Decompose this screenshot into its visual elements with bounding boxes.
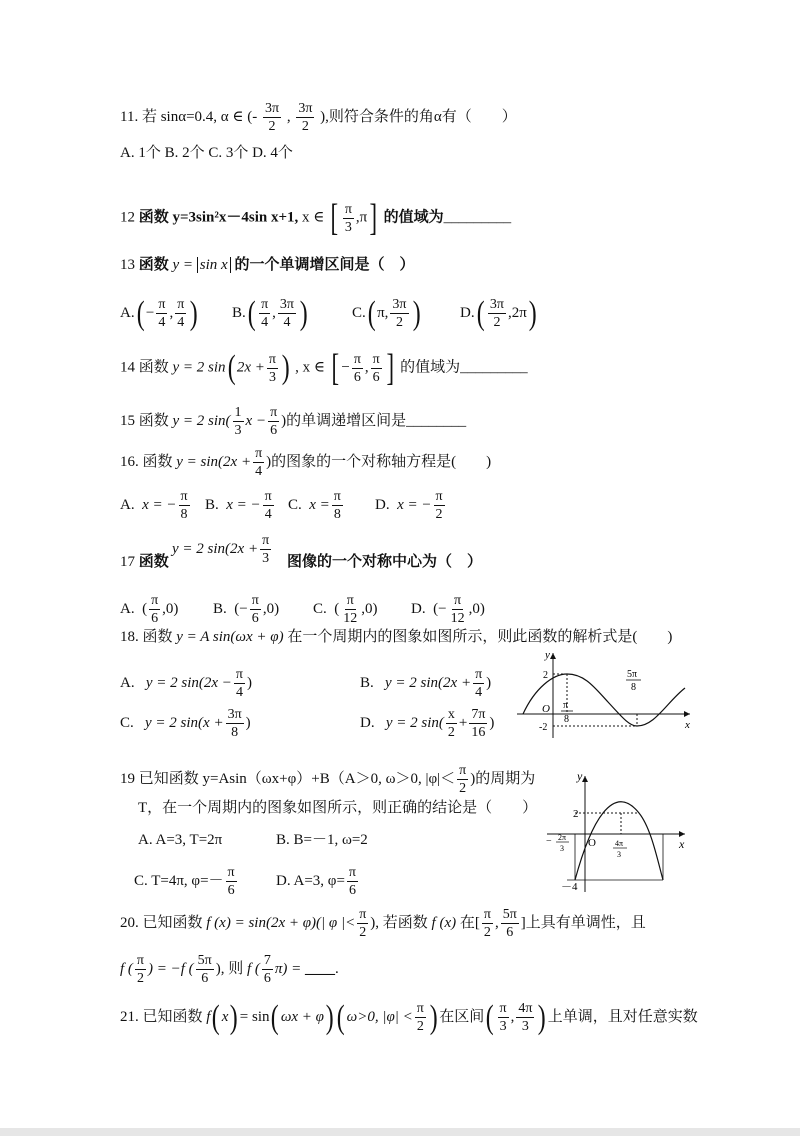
question-19: 19 已知函数 y=Asin（ωx+φ）+B（A＞0, ω＞0, |φ|＜ $\frac{\pi}{2}$ )的周期为 — [120, 763, 536, 796]
origin-label: O — [588, 837, 596, 849]
p58-den: 8 — [631, 682, 636, 693]
x-label: x — [679, 837, 685, 851]
question-21: 21. 已知函数 f( x) = sin( ωx + φ)( ω>0, |φ| < $\frac{\pi}{2}$ ) 在区间( $\frac{\pi}{3}$ , $\frac{4\pi}{3}$ ) 上单调，且对任意实数 — [120, 998, 698, 1036]
question-15: 15 函数 y = 2 sin( $\frac{1}{3}$ x − $\frac{\pi}{6}$ )的单调递增区间是________ — [120, 405, 467, 438]
p4-den: 3 — [617, 850, 621, 859]
option-b: B. (− $\frac{\pi}{6}$ ,0) — [213, 593, 280, 626]
question-13: 13 函数 y = sin x 的一个单调增区间是（ ） — [120, 257, 415, 273]
pi8-num: π — [563, 700, 569, 711]
fraction: $\frac{3\pi}{2}$ — [298, 101, 313, 134]
y-axis-arrow — [550, 653, 556, 659]
option-c: C. ( $\frac{\pi}{12}$ ,0) — [313, 593, 378, 626]
p4-num: 4π — [615, 839, 624, 848]
option-a: A. ( $\frac{\pi}{6}$ ,0) — [120, 593, 179, 626]
min-label: -2 — [539, 722, 548, 733]
option-a: A. A=3, T=2π — [138, 832, 223, 848]
option-d: D. x = − $\frac{\pi}{2}$ — [375, 489, 443, 522]
page-bottom-border — [0, 1128, 800, 1136]
origin-label: O — [542, 703, 550, 715]
neg-sign: − — [546, 836, 552, 847]
option-d: D. (− $\frac{\pi}{12}$ ,0) — [411, 593, 485, 626]
abs-value: sin x — [197, 257, 231, 273]
y-label: y — [545, 650, 550, 661]
option-c: C. y = 2 sin(x + $\frac{3\pi}{8}$ ) — [120, 707, 251, 740]
option-b: B. B=－1, ω=2 — [276, 832, 368, 848]
option-d: D. y = 2 sin( $\frac{x}{2}$ + $\frac{7\pi}{16}$ ) — [360, 707, 495, 740]
option-b: B. y = 2 sin(2x + $\frac{\pi}{4}$ ) — [360, 667, 492, 700]
option-c: C.( π, $\frac{3\pi}{2}$ ) — [352, 294, 421, 332]
q19-graph — [545, 768, 695, 896]
question-20-line2: f ( $\frac{\pi}{2}$ ) = −f ( $\frac{5\pi}{6}$ ), 则 f ( $\frac{7}{6}$ π) = ____. — [120, 953, 339, 986]
pi8-den: 8 — [564, 714, 569, 725]
answer-blank: ________ — [406, 412, 467, 429]
fraction: $\frac{\pi}{3}$ — [344, 201, 352, 235]
option-b: B. x = − $\frac{\pi}{4}$ — [205, 489, 272, 522]
question-17: 17 函数 图像的一个对称中心为（ ） — [120, 554, 483, 570]
question-12: 12 函数 y=3sin²x－4sin x+1, x ∈ [ $\frac{\pi}{3}$ ,π] 的值域为_________ — [120, 197, 512, 239]
fraction: $\frac{3\pi}{2}$ — [264, 101, 280, 134]
question-11-options: A. 1个 B. 2个 C. 3个 D. 4个 — [120, 145, 293, 161]
question-11: 11. 若 sinα=0.4, α ∈ (- $\frac{3\pi}{2}$ , $\frac{3\pi}{2}$ ),则符合条件的角α有（ ） — [120, 101, 517, 134]
option-a: A. y = 2 sin(2x − $\frac{\pi}{4}$ ) — [120, 667, 252, 700]
answer-blank: _________ — [460, 359, 528, 376]
question-14: 14 函数 y = 2 sin( 2x + $\frac{\pi}{3}$ ) , x ∈ [ − $\frac{\pi}{6}$ , $\frac{\pi}{6}$ ] 的值域为_________ — [120, 347, 528, 389]
max-label: 2 — [573, 808, 579, 820]
p58-num: 5π — [627, 669, 638, 680]
question-20: 20. 已知函数 f (x) = sin(2x + φ)(| φ |< $\frac{\pi}{2}$ ), 若函数 f (x) 在[ $\frac{\pi}{2}$ , $\frac{5\pi}{6}$ ]上具有单调性，且 — [120, 907, 646, 940]
question-16: 16. 函数 y = sin(2x + $\frac{\pi}{4}$ )的图象的一个对称轴方程是( ) — [120, 446, 492, 479]
option-a: A.( − $\frac{\pi}{4}$ , $\frac{\pi}{4}$ ) — [120, 294, 198, 332]
y-axis-arrow — [582, 776, 588, 782]
sine-curve — [523, 674, 685, 726]
option-b: B.( $\frac{\pi}{4}$ , $\frac{3\pi}{4}$ ) — [232, 294, 308, 332]
y-label: y — [577, 769, 583, 783]
exam-page: 11. 若 sinα=0.4, α ∈ (- $\frac{3\pi}{2}$ , $\frac{3\pi}{2}$ ),则符合条件的角α有（ ） A. 1个 B. 2个 C. 3个 D. 4个 12 函数 y=3sin²x－4sin x+1, x ∈ [ $\frac{\pi}{3}$ ,π] 的值域为_________ 13 函数 y = sin x 的一个单调增区间是（ ） A.( − $\frac{\pi}{4}$ , $\frac{\pi}{4}$ ) B.( $\frac{\pi}{4}$ , $\frac{3\pi}{4}$ ) C.( π, $\frac{3\pi}{2}$ ) D.( $\frac{3\pi}{2}$ ,2π) 14 函数 y = 2 sin( 2x + $\frac{\pi}{3}$ ) , x ∈ [ − $\frac{\pi}{6}$ , $\frac{\pi}{6}$ ] 的值域为_________ 15 函数 y = 2 sin( $\frac{1}{3}$ x − $\frac{\pi}{6}$ )的单调递增区间是________ 16. 函数 y = sin(2x + $\frac{\pi}{4}$ )的图象的一个对称轴方程是( ) A. x = − $\frac{\pi}{8}$ B. x = − $\frac{\pi}{4}$ C. x = $\frac{\pi}{8}$ D. x = − $\frac{\pi}{2}$ y = 2 sin(2x + $\frac{\pi}{3}$ 17 函数 图像的一个对称中心为（ ） A. ( $\frac{\pi}{6}$ ,0) B. (− $\frac{\pi}{6}$ ,0) C. ( $\frac{\pi}{12}$ ,0) D. (− $\frac{\pi}{12}$ ,0) 18. 函数 y = A sin(ωx + φ) 在一个周期内的图象如图所示，则此函数的解析式是( ) A. y = 2 sin(2x − $\frac{\pi}{4}$ ) B. y = 2 sin(2x + $\frac{\pi}{4}$ ) C. y = 2 sin(x + $\frac{3\pi}{8}$ ) D. y = 2 sin( $\frac{x}{2}$ + $\frac{7\pi}{16}$ ) y x O 2 -2 π 8 5π 8 19 已知函数 y=Asin（ωx+φ）+B（A＞0, ω＞0, |φ|＜ $\frac{\pi}{2}$ )的周期为 T，在一个周期内的图象如图所示，则正确的结论是（ ） A. A=3, T=2π B. B=－1, ω=2 C. T=4π, φ=－ $\frac{\pi}{6}$ D. A=3, φ= $\frac{\pi}{6}$ y x O 2 －4 − 2π 3 4π 3 20. 已知函数 f (x) = sin(2x + φ)(| φ |< $\frac{\pi}{2}$ ), 若函数 f (x) 在[ $\frac{\pi}{2}$ , $\frac{5\pi}{6}$ ]上具有单调性，且 f ( $\frac{\pi}{2}$ ) = −f ( $\frac{5\pi}{6}$ ), 则 f ( $\frac{7}{6}$ π) = ____. 21. 已知函数 f( x) = sin( ωx + φ)( ω>0, |φ| < $\frac{\pi}{2}$ ) 在区间( $\frac{\pi}{3}$ , $\frac{4\pi}{3}$ ) 上单调，且对任意实数 — [0, 0, 800, 1136]
q18-graph — [515, 650, 695, 740]
option-a: A. x = − $\frac{\pi}{8}$ — [120, 489, 188, 522]
max-label: 2 — [543, 670, 548, 681]
question-19-line2: T，在一个周期内的图象如图所示，则正确的结论是（ ） — [138, 800, 538, 816]
answer-blank: ____ — [305, 960, 336, 977]
option-d: D. A=3, φ= $\frac{\pi}{6}$ — [276, 865, 356, 898]
option-c: C. T=4π, φ=－ $\frac{\pi}{6}$ — [134, 865, 235, 898]
x-axis-arrow — [684, 711, 690, 717]
question-18: 18. 函数 y = A sin(ωx + φ) 在一个周期内的图象如图所示，则此函数的解析式是( ) — [120, 629, 673, 645]
m2p-num: 2π — [558, 833, 567, 842]
option-c: C. x = $\frac{\pi}{8}$ — [288, 489, 341, 522]
min-label: －4 — [561, 881, 578, 893]
x-label: x — [685, 719, 690, 731]
option-d: D.( $\frac{3\pi}{2}$ ,2π) — [460, 294, 537, 332]
m2p-den: 3 — [560, 844, 564, 853]
answer-blank: _________ — [443, 209, 512, 226]
